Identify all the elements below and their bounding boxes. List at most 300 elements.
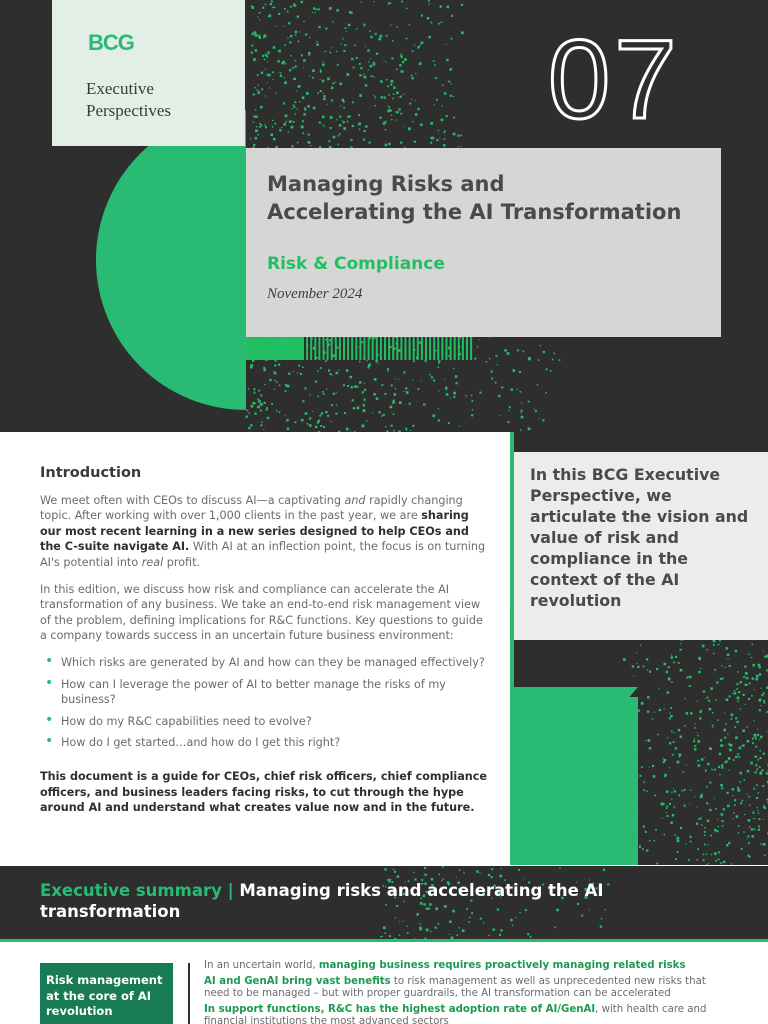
decorative-dot [620, 739, 622, 741]
decorative-dot [384, 868, 386, 870]
decorative-dot [266, 407, 268, 409]
decorative-dot [535, 410, 537, 412]
decorative-dot [364, 130, 366, 132]
decorative-dot [460, 135, 462, 137]
decorative-dot [670, 822, 673, 825]
decorative-dot [438, 941, 441, 942]
decorative-dot [690, 790, 691, 791]
decorative-dot [396, 69, 398, 71]
list-item: • Which risks are generated by AI and how can they be managed effectively? [40, 655, 492, 671]
intro-closing: This document is a guide for CEOs, chief risk officers, chief compliance officers, and business leaders facing risks, to cut through the hype around AI and understand what creates value now and in the future. [40, 769, 487, 815]
decorative-dot [496, 355, 498, 357]
decorative-dot [396, 92, 399, 95]
decorative-dot [358, 347, 359, 348]
decorative-dot [761, 694, 763, 696]
decorative-dot [295, 31, 298, 34]
decorative-dot [450, 397, 451, 398]
decorative-dot [320, 71, 322, 73]
decorative-dot [448, 355, 449, 356]
decorative-dot [683, 771, 684, 772]
summary-point-highlight: managing business requires proactively managing related risks [318, 960, 686, 971]
decorative-dot [760, 705, 761, 706]
decorative-dot [671, 654, 672, 655]
decorative-dot [252, 402, 255, 405]
intro-paragraph-2: In this edition, we discuss how risk and compliance can accelerate the AI transformation of any business. We take an end-to-end risk management view of the problem, defining implications for R&C functions. Key questions to guide a company towards success in an uncertain future business environment: [40, 582, 483, 643]
decorative-dot [721, 767, 723, 769]
decorative-dot [733, 759, 735, 761]
decorative-dot [391, 57, 393, 59]
decorative-dot [258, 35, 260, 37]
decorative-dot [403, 371, 405, 373]
decorative-dot [546, 369, 548, 371]
decorative-dot [400, 54, 402, 56]
decorative-dot [746, 726, 747, 727]
decorative-dot [403, 93, 404, 94]
decorative-dot [752, 742, 754, 744]
decorative-dot [359, 361, 361, 363]
decorative-dot [722, 678, 724, 680]
decorative-dot [704, 827, 706, 829]
decorative-dot [413, 360, 415, 362]
decorative-dot [334, 338, 335, 339]
decorative-dot [337, 64, 339, 66]
decorative-dot [690, 712, 693, 715]
decorative-dot [664, 834, 666, 836]
decorative-dot [704, 844, 706, 846]
decorative-dot [269, 15, 272, 18]
decorative-dot [448, 422, 450, 424]
decorative-dot [433, 380, 435, 382]
decorative-dot [713, 644, 715, 646]
decorative-dot [663, 758, 664, 759]
decorative-dot [365, 84, 367, 86]
decorative-dot [478, 339, 479, 340]
decorative-dot [289, 41, 291, 43]
decorative-dot [256, 35, 258, 37]
decorative-dot [276, 381, 278, 383]
decorative-dot [509, 410, 510, 411]
decorative-dot [339, 133, 341, 135]
decorative-dot [642, 848, 644, 850]
decorative-dot [455, 375, 458, 378]
decorative-dot [746, 794, 747, 795]
decorative-dot [283, 102, 285, 104]
decorative-dot [325, 51, 327, 53]
decorative-dot [357, 386, 359, 388]
decorative-dot [324, 126, 325, 127]
decorative-dot [295, 66, 297, 68]
decorative-dot [675, 656, 677, 658]
decorative-dot [254, 87, 255, 88]
decorative-dot [283, 123, 286, 126]
decorative-dot [266, 55, 268, 57]
decorative-dot [729, 749, 732, 752]
decorative-dot [315, 426, 317, 428]
decorative-dot [311, 145, 312, 146]
decorative-dot [725, 745, 726, 746]
decorative-dot [438, 408, 439, 409]
decorative-dot [284, 26, 285, 27]
decorative-dot [318, 431, 320, 432]
decorative-dot [360, 67, 362, 69]
series-name [86, 78, 236, 122]
decorative-dot [298, 85, 301, 88]
decorative-dot [253, 58, 256, 61]
decorative-dot [258, 85, 259, 86]
decorative-dot [378, 38, 381, 41]
decorative-dot [394, 938, 397, 941]
decorative-dot [518, 942, 520, 943]
decorative-dot [325, 361, 327, 363]
introduction-section [40, 466, 492, 827]
decorative-dot [323, 426, 325, 428]
decorative-dot [347, 116, 349, 118]
decorative-dot [333, 393, 335, 395]
decorative-dot [323, 393, 325, 395]
decorative-dot [704, 757, 705, 758]
decorative-dot [550, 370, 552, 372]
decorative-dot [674, 732, 675, 733]
decorative-dot [654, 840, 656, 842]
decorative-dot [366, 360, 367, 361]
decorative-dot [720, 678, 722, 680]
decorative-dot [714, 769, 716, 771]
title-panel [246, 148, 721, 337]
decorative-dot [643, 665, 645, 667]
decorative-dot [303, 59, 306, 62]
decorative-dot [299, 101, 300, 102]
decorative-dot [281, 127, 282, 128]
decorative-dot [406, 38, 408, 40]
decorative-dot [666, 812, 667, 813]
decorative-dot [725, 723, 727, 725]
decorative-dot [251, 45, 253, 47]
decorative-dot [328, 369, 330, 371]
decorative-dot [673, 741, 675, 743]
decorative-dot [279, 385, 281, 387]
decorative-dot [364, 24, 366, 26]
decorative-dot [278, 364, 280, 366]
decorative-dot [636, 757, 638, 759]
decorative-dot [735, 693, 736, 694]
decorative-dot [262, 55, 264, 57]
decorative-dot [751, 828, 753, 830]
decorative-dot [674, 834, 676, 836]
decorative-dot [736, 721, 738, 723]
decorative-dot [757, 734, 759, 736]
decorative-dot [439, 137, 440, 138]
decorative-dot [266, 338, 268, 340]
decorative-dot [412, 50, 414, 52]
decorative-dot [501, 386, 503, 388]
decorative-dot [332, 82, 334, 84]
decorative-dot [373, 393, 376, 396]
decorative-dot [335, 82, 336, 83]
executive-summary-subtitle: Managing risks and accelerating the AI transformation [40, 881, 604, 921]
decorative-dot [275, 26, 276, 27]
decorative-dot [271, 403, 273, 405]
decorative-dot [759, 818, 761, 820]
decorative-dot [540, 345, 541, 346]
decorative-dot [736, 815, 739, 818]
decorative-dot [292, 108, 293, 109]
decorative-dot [743, 694, 745, 696]
decorative-dot [763, 700, 765, 702]
decorative-dot [280, 75, 282, 77]
list-item: • How can I leverage the power of AI to better manage the risks of my business? [40, 677, 492, 708]
decorative-dot [428, 0, 430, 2]
decorative-dot [457, 135, 459, 137]
decorative-dot [400, 142, 402, 144]
decorative-dot [336, 119, 337, 120]
decorative-dot [421, 42, 424, 45]
decorative-dot [386, 35, 388, 37]
decorative-dot [317, 92, 319, 94]
decorative-dot [284, 8, 286, 10]
decorative-dot [277, 60, 279, 62]
decorative-dot [395, 388, 396, 389]
decorative-dot [737, 697, 740, 700]
decorative-dot [354, 45, 356, 47]
decorative-dot [669, 718, 671, 720]
decorative-dot [728, 757, 731, 760]
decorative-dot [383, 926, 386, 929]
decorative-dot [459, 426, 460, 427]
intro-p1-text: With AI at an inflection point, the focus is on turning AI's potential into [40, 540, 486, 569]
decorative-dot [759, 766, 761, 768]
decorative-dot [680, 649, 682, 651]
decorative-dot [714, 829, 717, 832]
decorative-dot [285, 390, 287, 392]
decorative-dot [291, 126, 294, 129]
summary-point-highlight: AI and GenAI bring vast benefits [204, 975, 391, 987]
decorative-dot [274, 389, 275, 390]
decorative-dot [412, 380, 413, 381]
decorative-dot [395, 378, 396, 379]
decorative-dot [393, 869, 394, 870]
decorative-dot [747, 770, 749, 772]
decorative-dot [412, 77, 414, 79]
decorative-dot [300, 373, 302, 375]
decorative-dot [521, 403, 522, 404]
decorative-dot [755, 764, 757, 766]
decorative-dot [251, 5, 253, 7]
decorative-dot [528, 357, 531, 360]
decorative-dot [267, 350, 269, 352]
decorative-dot [517, 940, 518, 941]
decorative-dot [697, 848, 699, 850]
decorative-dot [740, 772, 743, 775]
decorative-dot [390, 25, 391, 26]
decorative-dot [493, 928, 495, 930]
decorative-dot [686, 712, 689, 715]
decorative-dot [670, 715, 673, 718]
decorative-dot [446, 390, 447, 391]
decorative-dot [516, 389, 517, 390]
decorative-dot [744, 814, 745, 815]
decorative-dot [412, 425, 414, 427]
decorative-dot [520, 391, 522, 393]
decorative-dot [343, 101, 345, 103]
decorative-dot [383, 414, 385, 416]
decorative-dot [738, 691, 740, 693]
decorative-dot [647, 711, 649, 713]
summary-divider [188, 963, 190, 1024]
decorative-dot [280, 341, 283, 344]
decorative-dot [402, 61, 404, 63]
decorative-dot [723, 861, 725, 863]
decorative-dot [632, 665, 634, 667]
decorative-dot [254, 392, 256, 394]
decorative-dot [721, 813, 724, 816]
decorative-dot [649, 767, 650, 768]
decorative-dot [723, 808, 725, 810]
decorative-dot [325, 28, 327, 30]
decorative-dot [513, 369, 516, 372]
decorative-dot [686, 844, 687, 845]
decorative-dot [431, 376, 433, 378]
decorative-dot [757, 807, 758, 808]
series-line-1: Executive [86, 79, 154, 98]
decorative-dot [295, 34, 297, 36]
decorative-dot [752, 812, 754, 814]
decorative-dot [289, 120, 292, 123]
decorative-dot [351, 12, 353, 14]
decorative-dot [316, 9, 318, 11]
decorative-dot [270, 3, 272, 5]
decorative-dot [376, 397, 379, 400]
decorative-dot [380, 936, 381, 937]
decorative-dot [741, 745, 742, 746]
decorative-dot [436, 99, 438, 101]
decorative-dot [306, 92, 309, 95]
decorative-dot [376, 53, 378, 55]
decorative-dot [697, 740, 700, 743]
decorative-dot [671, 792, 672, 793]
decorative-dot [270, 134, 273, 137]
decorative-dot [267, 82, 268, 83]
decorative-dot [626, 790, 627, 791]
decorative-dot [255, 116, 258, 119]
cover-hero [0, 0, 768, 432]
decorative-dot [680, 736, 682, 738]
decorative-dot [686, 765, 687, 766]
decorative-dot [444, 379, 445, 380]
decorative-dot [732, 818, 733, 819]
decorative-dot [255, 137, 258, 140]
risk-management-label: Risk management at the core of AI revolution [40, 963, 173, 1024]
decorative-dot [260, 124, 262, 126]
decorative-dot [319, 415, 321, 417]
decorative-dot [265, 126, 267, 128]
decorative-dot [674, 806, 676, 808]
decorative-dot [730, 744, 733, 747]
decorative-dot [677, 851, 679, 853]
decorative-dot [269, 87, 270, 88]
decorative-dot [437, 923, 439, 925]
decorative-dot [317, 41, 318, 42]
decorative-dot [417, 46, 419, 48]
decorative-dot [322, 116, 325, 119]
decorative-dot [542, 419, 544, 421]
decorative-dot [273, 79, 274, 80]
decorative-dot [284, 77, 285, 78]
decorative-dot [758, 826, 760, 828]
decorative-dot [375, 33, 377, 35]
decorative-dot [500, 415, 501, 416]
decorative-dot [657, 734, 659, 736]
decorative-dot [301, 1, 303, 3]
decorative-dot [483, 922, 484, 923]
decorative-dot [684, 725, 686, 727]
summary-point-text: In an uncertain world, [204, 960, 319, 971]
decorative-dot [761, 769, 763, 771]
decorative-dot [718, 644, 720, 646]
decorative-dot [649, 840, 650, 841]
decorative-dot [364, 399, 366, 401]
decorative-dot [370, 65, 373, 68]
decorative-dot [441, 119, 444, 122]
decorative-dot [364, 76, 367, 79]
decorative-dot [397, 875, 400, 878]
decorative-dot [721, 785, 723, 787]
decorative-dot [313, 107, 316, 110]
decorative-dot [694, 745, 696, 747]
decorative-dot [411, 99, 412, 100]
decorative-dot [453, 133, 456, 136]
decorative-dot [255, 403, 256, 404]
decorative-dot [659, 709, 661, 711]
decorative-dot [438, 419, 440, 421]
decorative-dot [253, 115, 255, 117]
decorative-dot [258, 134, 260, 136]
decorative-dot [748, 819, 751, 822]
decorative-dot [738, 825, 740, 827]
decorative-dot [671, 731, 673, 733]
decorative-dot [667, 805, 669, 807]
decorative-dot [409, 403, 411, 405]
decorative-dot [278, 50, 281, 53]
decorative-dot [318, 396, 320, 398]
decorative-dot [293, 105, 295, 107]
decorative-dot [495, 382, 497, 384]
decorative-dot [679, 753, 682, 756]
decorative-dot [392, 98, 394, 100]
decorative-dot [742, 730, 745, 733]
decorative-dot [286, 385, 289, 388]
intro-paragraph-1 [40, 493, 492, 571]
decorative-dot [678, 729, 680, 731]
decorative-dot [408, 127, 411, 130]
decorative-dot [453, 117, 455, 119]
decorative-dot [636, 663, 637, 664]
decorative-dot [381, 96, 383, 98]
decorative-dot [709, 809, 711, 811]
decorative-dot [285, 415, 286, 416]
decorative-dot [338, 144, 339, 145]
decorative-dot [453, 396, 455, 398]
decorative-dot [709, 747, 712, 750]
decorative-dot [499, 934, 501, 936]
decorative-dot [349, 115, 351, 117]
document-date: November 2024 [267, 286, 363, 302]
decorative-dot [438, 874, 440, 876]
decorative-dot [253, 388, 255, 390]
decorative-dot [393, 413, 395, 415]
decorative-dot [261, 422, 262, 423]
decorative-dot [707, 763, 709, 765]
decorative-dot [738, 756, 740, 758]
